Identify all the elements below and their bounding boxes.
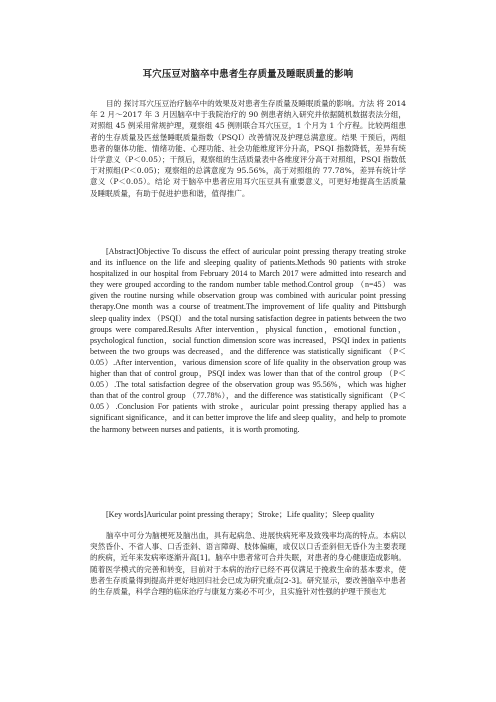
body-paragraph: 脑卒中可分为脑梗死及脑出血，具有起病急、进展快病死率及致残率均高的特点。本病以突然昏仆、不省人事、口舌歪斜、语言障碍、肢体偏瘫，或仅以口舌歪斜但无昏仆为主要表现的疾病，近年来发病率逐渐升高[1]。脑卒中患者常可合并失眠，对患者的身心健康造成影响。随着医学模式的完善和转变，目前对于本病的治疗已经不再仅满足于挽救生命的基本要求，使患者生存质量得到提高并更好地回归社会已成为研究重点[2-3]。研究显示，要改善脑卒中患者的生存质量，科学合理的临床治疗与康复方案必不可少，且实施针对性强的护理干预也尤 <box>90 531 406 597</box>
keywords: [Key words]Auricular point pressing therapy；Stroke；Life quality；Sleep quality <box>106 510 375 519</box>
abstract-chinese: 目的 探讨耳穴压豆治疗脑卒中的效果及对患者生存质量及睡眠质量的影响。方法 将 2014 年 2 月～2017 年 3 月因脑卒中于我院治疗的 90 例患者纳入研究并依据随机数据表法分组，对照组 45 例采用常规护理，观察组 45 例则联合耳穴压豆，1 个月为 1 个疗程。比较两组患者的生存质量及匹兹堡睡眠质量指数（PSQI）改善情况及护理总满意度。结果 干预后，两组患者的躯体功能、情绪功能、心理功能、社会功能维度评分升高，PSQI 指数降低，差异有统计学意义（P＜0.05）；干预后，观察组的生活质量表中各维度评分高于对照组，PSQI 指数低于对照组(P＜0.05)；观察组的总满意度为 95.56%，高于对照组的 77.78%，差异有统计学意义（P＜0.05）。结论 对于脑卒中患者应用耳穴压豆具有重要意义，可更好地提高生活质量及睡眠质量，有助于促进护患和谐，值得推广。 <box>90 99 406 198</box>
paper-title: 耳穴压豆对脑卒中患者生存质量及睡眠质量的影响 <box>142 69 354 80</box>
abstract-english: [Abstract]Objective To discuss the effect of auricular point pressing therapy treating stroke and its influence on the life and sleeping quality of patients.Methods 90 patients with stroke hospitalized in our hospital from February 2014 to March 2017 were admitted into research and they were grouped according to the random number table method.Control group （n=45） was given the routine nursing while observation group was combined with auricular point pressing therapy.One month was a course of treatment.The improvement of life quality and Pittsburgh sleep quality index （PSQI） and the total nursing satisfaction degree in patients between the two groups were compared.Results After intervention，physical function，emotional function，psychological function，social function dimension score was increased，PSQI index in patients between the two groups was decreased，and the difference was statistically significant （P＜0.05）.After intervention，various dimension score of life quality in the observation group was higher than that of control group，PSQI index was lower than that of the control group （P＜0.05）.The total satisfaction degree of the observation group was 95.56%，which was higher than that of the control group （77.78%），and the difference was statistically significant （P＜0.05）.Conclusion For patients with stroke，auricular point pressing therapy applied has a significant significance，and it can better improve the life and sleep quality，and help to promote the harmony between nurses and patients，it is worth promoting. <box>90 247 406 434</box>
